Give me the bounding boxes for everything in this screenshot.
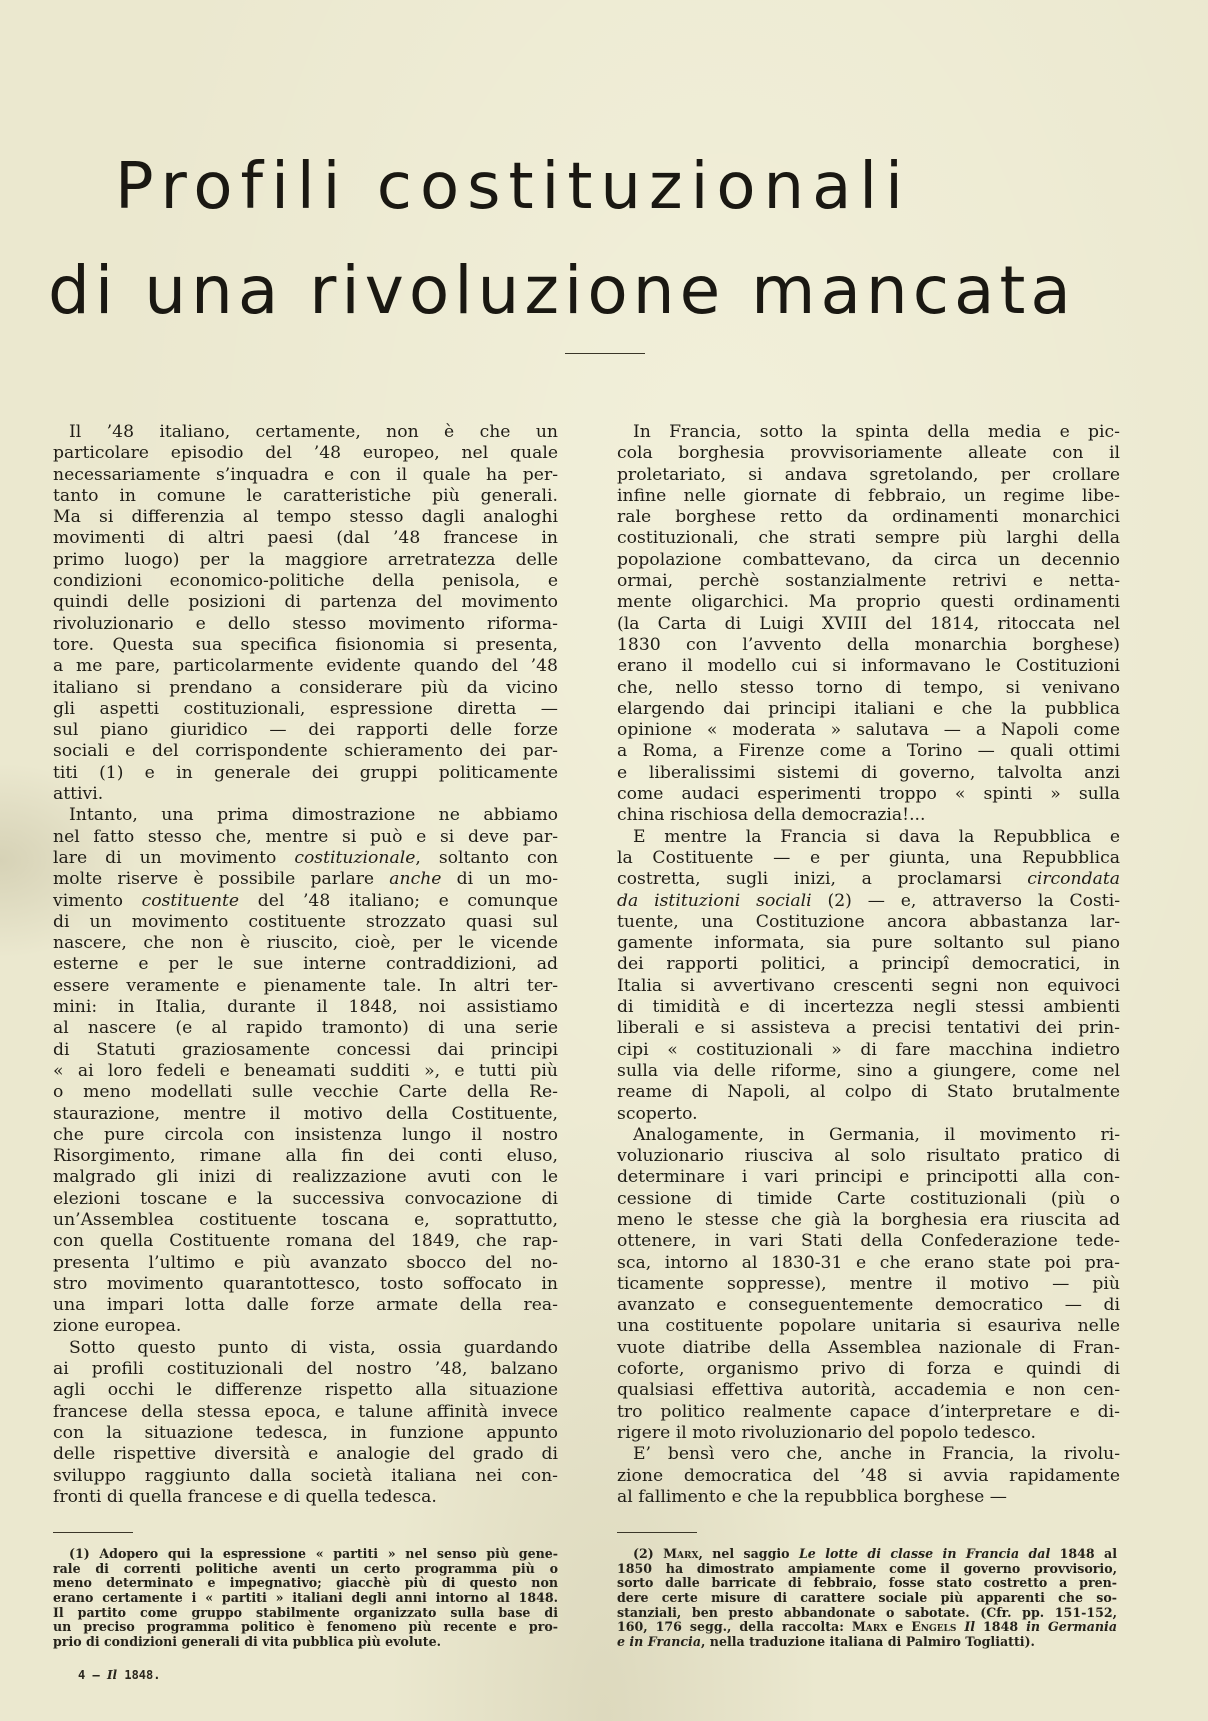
text-line: un preciso programma politico è fenomeno più recente e pro- bbox=[53, 1619, 558, 1635]
text-line: sulla via delle riforme, sino a giungere, come nel bbox=[617, 1060, 1120, 1081]
text-line: popolazione combattevano, da circa un decennio bbox=[617, 549, 1120, 570]
text-line: delle rispettive diversità e analogie del grado di bbox=[53, 1444, 558, 1465]
text-line: elezioni toscane e la successiva convocazione di bbox=[53, 1188, 558, 1209]
text-line: una costituente popolare unitaria si esauriva nelle bbox=[617, 1316, 1120, 1337]
text-line: E’ bensì vero che, anche in Francia, la rivolu- bbox=[633, 1444, 1120, 1465]
text-line: sviluppo raggiunto dalla società italiana nei con- bbox=[53, 1465, 558, 1486]
text-line: tore. Questa sua specifica fisionomia si presenta, bbox=[53, 634, 558, 655]
text-line: malgrado gli inizi di realizzazione avuti con le bbox=[53, 1167, 558, 1188]
text-line: dere certe misure di carattere sociale più apparenti che so- bbox=[617, 1590, 1117, 1606]
text-line: sul piano giuridico — dei rapporti delle forze bbox=[53, 720, 558, 741]
text-line: da istituzioni sociali (2) — e, attraverso la Costi- bbox=[617, 890, 1121, 911]
text-line: 160, 176 segg., della raccolta: Marx e Engels Il 1848 in Germania bbox=[617, 1619, 1117, 1635]
text-line: costituzionali, che strati sempre più larghi della bbox=[617, 528, 1120, 549]
text-line: qualsiasi effettiva autorità, accademia e non cen- bbox=[617, 1380, 1120, 1401]
text-line: In Francia, sotto la spinta della media e pic- bbox=[633, 422, 1120, 442]
text-line: zione europea. bbox=[53, 1316, 182, 1337]
text-line: dei rapporti politici, a principî democratici, in bbox=[617, 954, 1120, 975]
text-line: o meno modellati sulle vecchie Carte della Re- bbox=[53, 1082, 558, 1103]
text-line: sca, intorno al 1830-31 e che erano state poi pra- bbox=[617, 1252, 1120, 1273]
text-line: tuente, una Costituzione ancora abbastanza lar- bbox=[617, 911, 1120, 932]
text-line: rivoluzionario e dello stesso movimento riforma- bbox=[53, 613, 558, 634]
text-line: stanziali, ben presto abbandonate o sabotate. (Cfr. pp. 151-152, bbox=[617, 1604, 1117, 1620]
text-line: a Roma, a Firenze come a Torino — quali ottimi bbox=[617, 741, 1120, 762]
text-line: proletariato, si andava sgretolando, per crollare bbox=[617, 464, 1120, 485]
text-line: tro politico realmente capace d’interpretare e di- bbox=[617, 1401, 1120, 1422]
text-line: vimento costituente del ’48 italiano; e comunque bbox=[53, 890, 559, 911]
text-line: costretta, sugli inizi, a proclamarsi circondata bbox=[617, 869, 1120, 890]
text-line: particolare episodio del ’48 europeo, nel quale bbox=[53, 443, 558, 464]
text-line: erano il modello cui si informavano le Costituzioni bbox=[617, 656, 1120, 677]
text-line: primo luogo) per la maggiore arretratezza delle bbox=[53, 549, 558, 570]
text-line: liberali e si assisteva a precisi tentativi dei prin- bbox=[617, 1018, 1120, 1039]
text-line: Ma si differenzia al tempo stesso dagli analoghi bbox=[53, 507, 558, 528]
text-line: Sotto questo punto di vista, ossia guardando bbox=[69, 1337, 558, 1358]
text-line: la Costituente — e per giunta, una Repubblica bbox=[617, 847, 1120, 868]
text-line: vuote diatribe della Assemblea nazionale di Fran- bbox=[617, 1337, 1120, 1358]
text-line: sorto dalle barricate di febbraio, fosse stato costretto a pren- bbox=[617, 1575, 1117, 1591]
text-line: al fallimento e che la repubblica borghese — bbox=[617, 1486, 1007, 1507]
text-line: cola borghesia provvisoriamente alleate con il bbox=[617, 443, 1120, 464]
text-line: ai profili costituzionali del nostro ’48, balzano bbox=[53, 1359, 558, 1380]
text-line: (2) Marx, nel saggio Le lotte di classe in Francia dal 1848 al bbox=[633, 1546, 1117, 1561]
text-line: tanto in comune le caratteristiche più generali. bbox=[53, 485, 558, 506]
text-line: gli aspetti costituzionali, espressione diretta — bbox=[53, 698, 558, 719]
text-line: al nascere (e al rapido tramonto) di una serie bbox=[53, 1018, 558, 1039]
text-line: esterne e per le sue interne contraddizioni, ad bbox=[53, 954, 558, 975]
text-line: E mentre la Francia si dava la Repubblica e bbox=[633, 826, 1120, 847]
text-line: rale borghese retto da ordinamenti monarchici bbox=[617, 507, 1120, 528]
text-line: elargendo dai principi italiani e che la pubblica bbox=[617, 698, 1120, 719]
text-line: reame di Napoli, al colpo di Stato brutalmente bbox=[617, 1082, 1120, 1103]
text-line: scoperto. bbox=[617, 1103, 698, 1124]
text-line: ottenere, in vari Stati della Confederazione tede- bbox=[617, 1231, 1120, 1252]
text-line: di un movimento costituente strozzato quasi sul bbox=[53, 911, 558, 932]
text-line: e in Francia, nella traduzione italiana di Palmiro Togliatti). bbox=[617, 1634, 1035, 1650]
text-line: sociali e del corrispondente schieramento dei par- bbox=[53, 741, 558, 762]
text-line: mini: in Italia, durante il 1848, noi assistiamo bbox=[53, 997, 558, 1018]
text-line: con la situazione tedesca, in funzione appunto bbox=[53, 1422, 558, 1443]
footnote-1 bbox=[53, 1547, 558, 1650]
text-line: (la Carta di Luigi XVIII del 1814, ritoccata nel bbox=[617, 613, 1120, 634]
text-line: gamente informata, sia pure soltanto sul piano bbox=[617, 933, 1120, 954]
page-folio bbox=[78, 1668, 160, 1682]
text-line: Risorgimento, rimane alla fin dei conti eluso, bbox=[53, 1146, 558, 1167]
text-line: stro movimento quarantottesco, tosto soffocato in bbox=[53, 1273, 558, 1294]
footnote-rule-left bbox=[53, 1532, 133, 1533]
text-line: che, nello stesso torno di tempo, si venivano bbox=[617, 677, 1120, 698]
text-line: francese della stessa epoca, e talune affinità invece bbox=[53, 1401, 558, 1422]
text-line: essere veramente e pienamente tale. In altri ter- bbox=[53, 975, 558, 996]
text-line: 1830 con l’avvento della monarchia borghese) bbox=[617, 634, 1120, 655]
text-line: Il partito come gruppo stabilmente organizzato sulla base di bbox=[53, 1604, 558, 1620]
text-line: come audaci esperimenti troppo « spinti » sulla bbox=[617, 784, 1120, 805]
page-number: 4 bbox=[78, 1668, 86, 1682]
text-line: presenta l’ultimo e più avanzato sbocco del no- bbox=[53, 1252, 558, 1273]
text-line: fronti di quella francese e di quella tedesca. bbox=[53, 1486, 437, 1507]
text-line: Italia si avvertivano crescenti segni non equivoci bbox=[617, 975, 1120, 996]
text-line: meno le stesse che già la borghesia era riuscita ad bbox=[617, 1209, 1120, 1230]
title-separator-rule bbox=[565, 353, 645, 354]
text-line: attivi. bbox=[53, 784, 104, 805]
article-title-line-2: di una rivoluzione mancata bbox=[48, 252, 1076, 329]
text-line: staurazione, mentre il motivo della Costituente, bbox=[53, 1103, 558, 1124]
text-line: mente oligarchici. Ma proprio questi ordinamenti bbox=[617, 592, 1120, 613]
text-line: coforte, organismo privo di forza e quindi di bbox=[617, 1359, 1120, 1380]
text-line: di timidità e di incertezza negli stessi ambienti bbox=[617, 997, 1120, 1018]
text-line: necessariamente s’inquadra e con il quale ha per- bbox=[53, 464, 558, 485]
footnote-2 bbox=[617, 1547, 1117, 1650]
folio-dash: — bbox=[92, 1668, 100, 1682]
text-line: voluzionario riusciva al solo risultato pratico di bbox=[617, 1146, 1120, 1167]
text-line: nel fatto stesso che, mentre si può e si deve par- bbox=[53, 826, 558, 847]
text-line: a me pare, particolarmente evidente quando del ’48 bbox=[53, 656, 558, 677]
text-line: titi (1) e in generale dei gruppi politicamente bbox=[53, 762, 558, 783]
text-line: lare di un movimento costituzionale, soltanto con bbox=[53, 847, 558, 868]
text-line: rigere il moto rivoluzionario del popolo tedesco. bbox=[617, 1422, 1036, 1443]
text-line: ticamente soppresse), mentre il motivo — più bbox=[617, 1273, 1120, 1294]
text-line: prio di condizioni generali di vita pubblica più evolute. bbox=[53, 1634, 442, 1650]
text-line: condizioni economico-politiche della penisola, e bbox=[53, 571, 558, 592]
text-line: Il ’48 italiano, certamente, non è che un bbox=[69, 422, 558, 442]
text-line: cipi « costituzionali » di fare macchina indietro bbox=[617, 1039, 1120, 1060]
footnote-rule-right bbox=[617, 1532, 697, 1533]
text-line: di Statuti graziosamente concessi dai principi bbox=[53, 1039, 558, 1060]
left-text-column bbox=[53, 422, 558, 1508]
right-text-column bbox=[617, 422, 1120, 1508]
text-line: nascere, che non è riuscito, cioè, per le vicende bbox=[53, 933, 558, 954]
text-line: meno determinato e impegnativo; giacchè più di questo non bbox=[53, 1575, 558, 1591]
article-title-line-1: Profili costituzionali bbox=[115, 150, 911, 224]
text-line: molte riserve è possibile parlare anche di un mo- bbox=[53, 869, 559, 890]
text-line: determinare i vari principi e principotti alla con- bbox=[617, 1167, 1120, 1188]
text-line: con quella Costituente romana del 1849, che rap- bbox=[53, 1231, 558, 1252]
text-line: quindi delle posizioni di partenza del movimento bbox=[53, 592, 558, 613]
text-line: un’Assemblea costituente toscana e, soprattutto, bbox=[53, 1209, 558, 1230]
text-line: ormai, perchè sostanzialmente retrivi e netta- bbox=[617, 571, 1120, 592]
text-line: « ai loro fedeli e beneamati sudditi », e tutti più bbox=[53, 1060, 558, 1081]
text-line: rale di correnti politiche aventi un certo programma più o bbox=[53, 1560, 558, 1576]
text-line: zione democratica del ’48 si avvia rapidamente bbox=[617, 1465, 1120, 1486]
text-line: avanzato e conseguentemente democratico — di bbox=[617, 1295, 1120, 1316]
text-line: una impari lotta dalle forze armate della rea- bbox=[53, 1295, 558, 1316]
text-line: 1850 ha dimostrato ampiamente come il governo provvisorio, bbox=[617, 1560, 1117, 1576]
text-line: agli occhi le differenze rispetto alla situazione bbox=[53, 1380, 558, 1401]
text-line: che pure circola con insistenza lungo il nostro bbox=[53, 1124, 558, 1145]
text-line: infine nelle giornate di febbraio, un regime libe- bbox=[617, 485, 1120, 506]
text-line: cessione di timide Carte costituzionali (più o bbox=[617, 1188, 1120, 1209]
text-line: Analogamente, in Germania, il movimento ri- bbox=[633, 1124, 1120, 1145]
journal-year: 1848. bbox=[124, 1668, 161, 1682]
text-line: china rischiosa della democrazia!... bbox=[617, 805, 926, 826]
text-line: Intanto, una prima dimostrazione ne abbiamo bbox=[69, 805, 558, 826]
text-line: opinione « moderata » salutava — a Napoli come bbox=[617, 720, 1120, 741]
journal-title: Il bbox=[106, 1668, 118, 1682]
text-line: e liberalissimi sistemi di governo, talvolta anzi bbox=[617, 762, 1120, 783]
text-line: italiano si prendano a considerare più da vicino bbox=[53, 677, 558, 698]
text-line: erano certamente i « partiti » italiani degli anni intorno al 1848. bbox=[53, 1590, 558, 1606]
text-line: (1) Adopero qui la espressione « partiti » nel senso più gene- bbox=[69, 1546, 558, 1561]
text-line: movimenti di altri paesi (dal ’48 francese in bbox=[53, 528, 558, 549]
